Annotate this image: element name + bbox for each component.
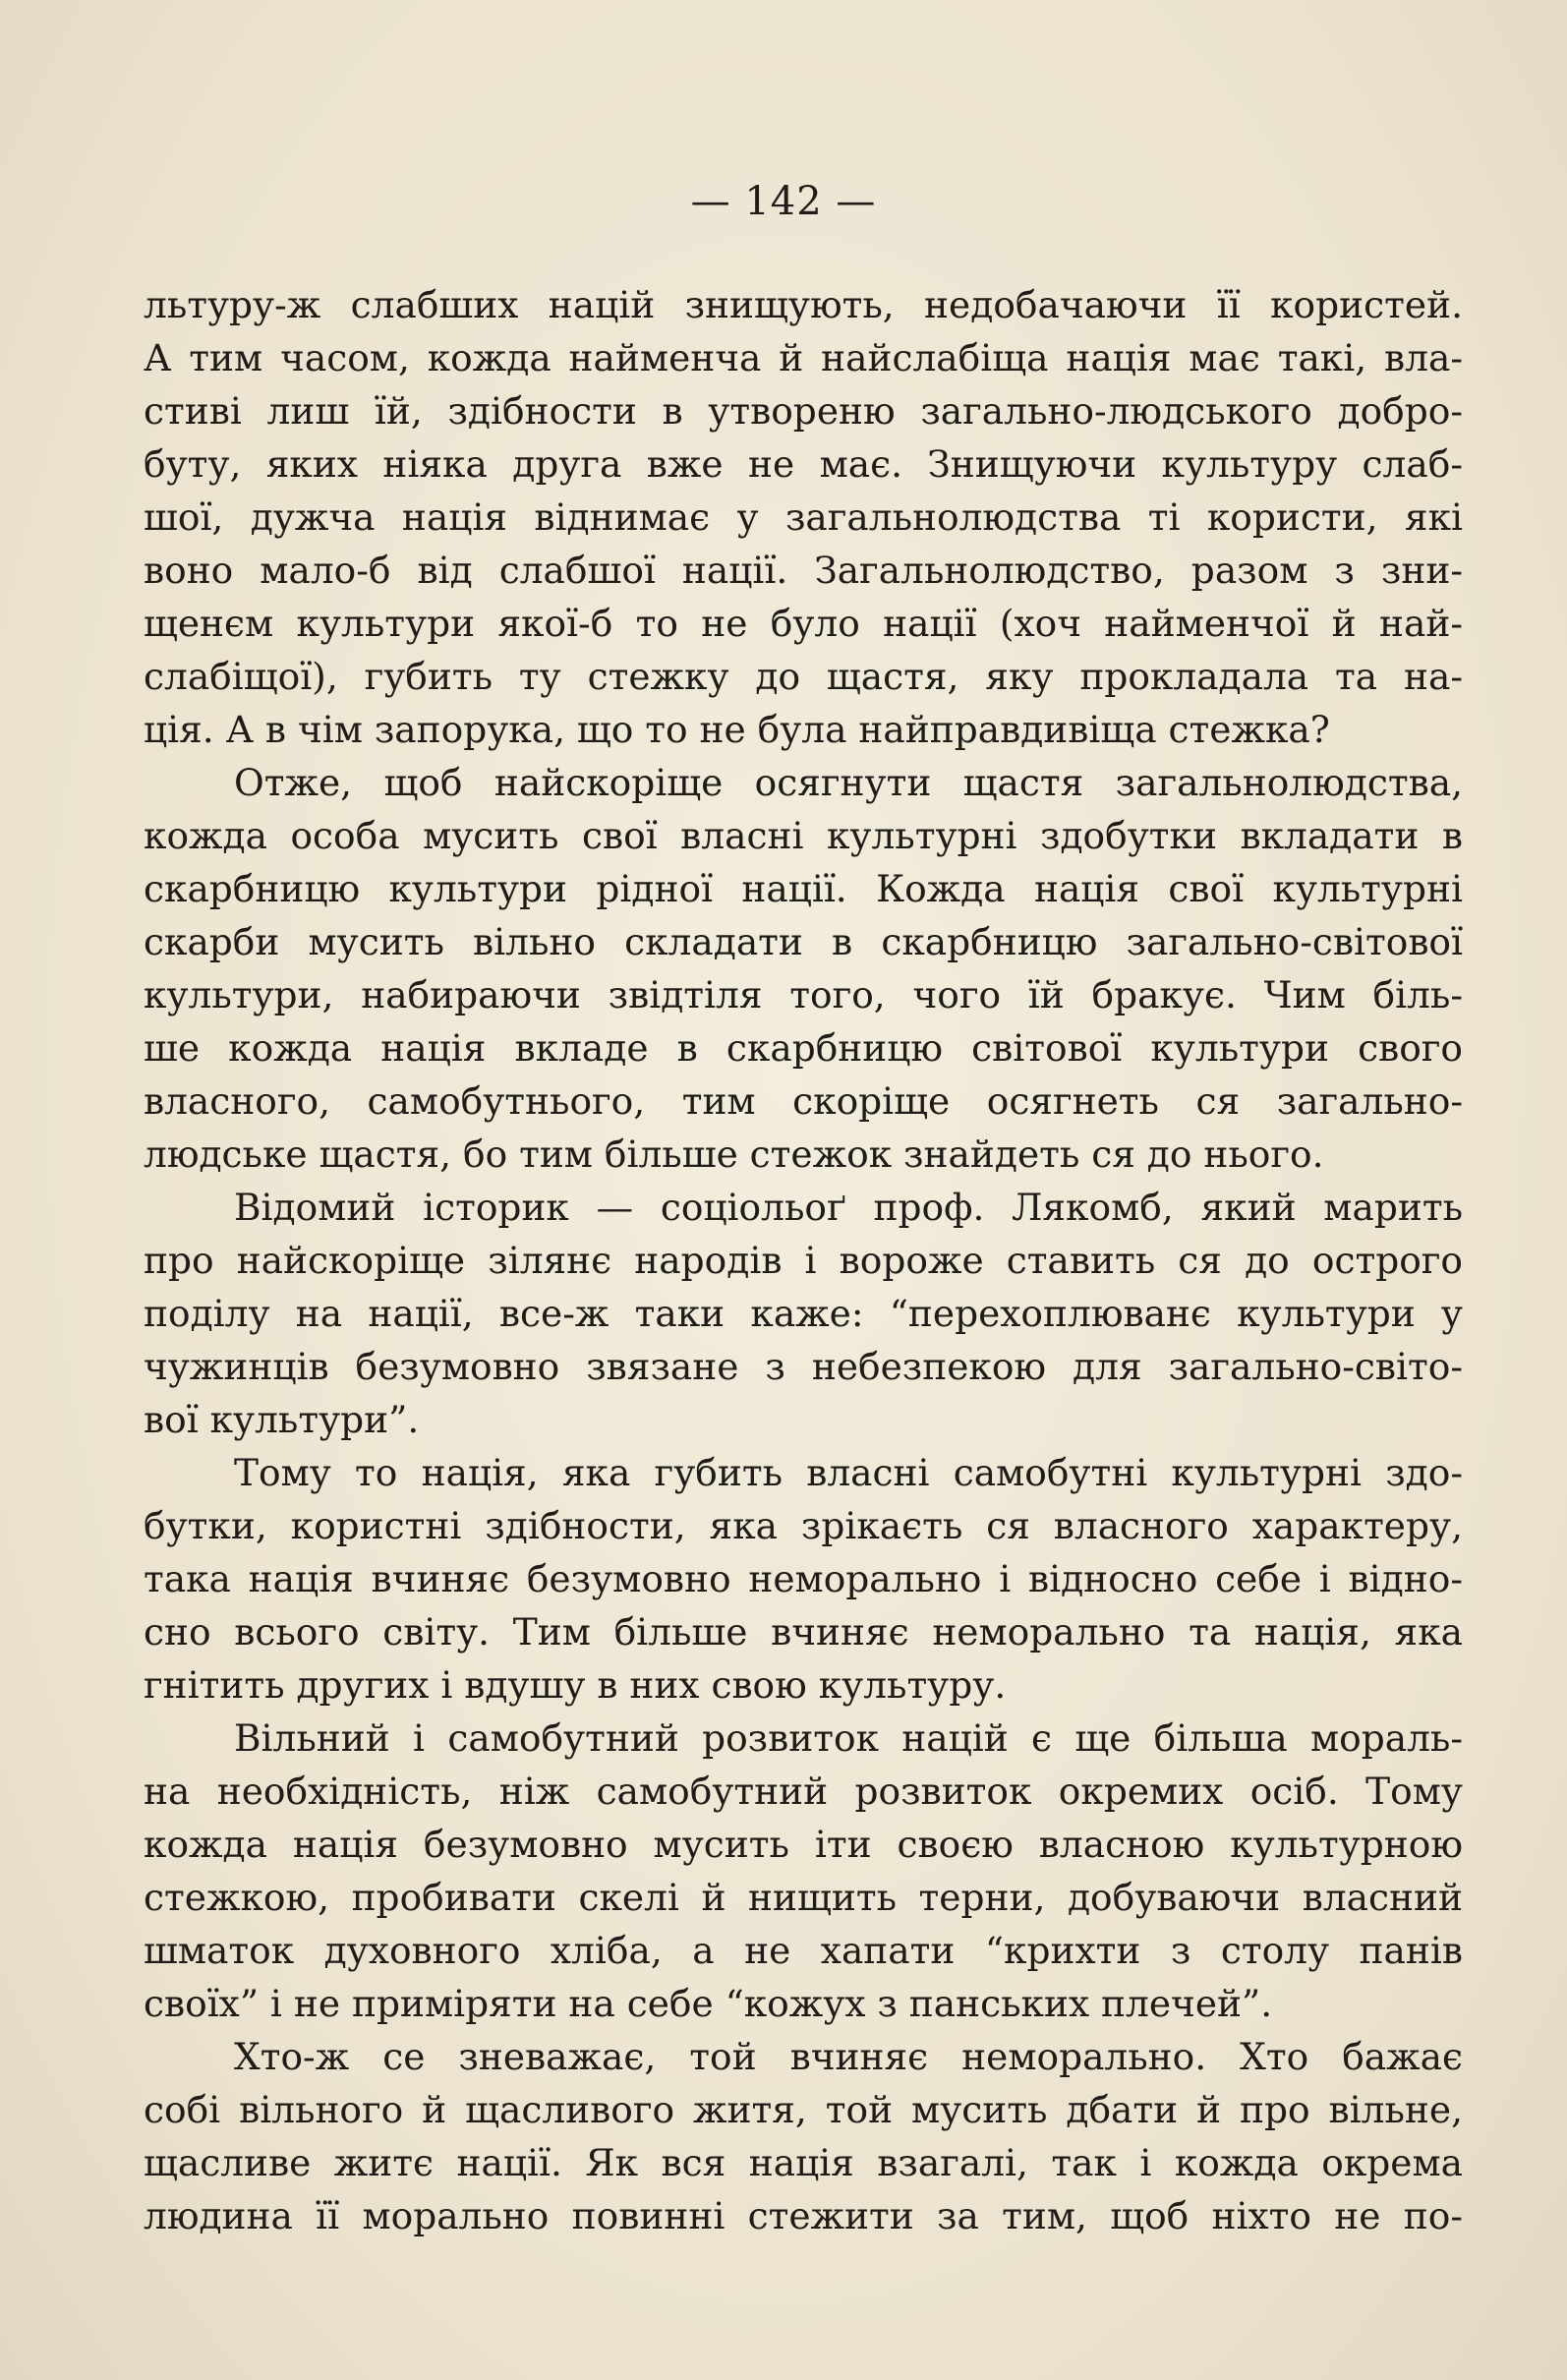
text-line: гнітить других і вдушу в них свою культуру.	[144, 1663, 1007, 1707]
text-line: шматок духовного хліба, а не хапати “крихти з столу панів	[144, 1929, 1463, 1972]
text-line: ція. А в чім запорука, що то не була найправдивіща стежка?	[144, 708, 1330, 751]
body-text	[144, 278, 1463, 2242]
paragraph-first-line: Тому то нація, яка губить власні самобутні культурні здо-	[234, 1451, 1463, 1494]
text-line: щасливе житє нації. Як вся нація взагалі, так і кожда окрема	[144, 2141, 1463, 2184]
paragraph-first-line: Відомий історик — соціольоґ проф. Лякомб, який марить	[234, 1186, 1463, 1229]
text-line: воно мало-б від слабшої нації. Загальнолюдство, разом з зни-	[144, 549, 1463, 592]
text-line: шої, дужча нація віднимає у загальнолюдства ті користи, які	[144, 495, 1463, 539]
text-line: своїх” і не приміряти на себе “кожух з панських плечей”.	[144, 1982, 1273, 2025]
paragraph-first-line: Вільний і самобутний розвиток націй є ще більша мораль-	[234, 1716, 1463, 1760]
text-line: щенєм культури якої-б то не було нації (хоч найменчої й най-	[144, 602, 1463, 645]
text-line: слабіщої), губить ту стежку до щастя, яку прокладала та на-	[144, 655, 1463, 698]
text-line: льтуру-ж слабших націй знищують, недобачаючи її користей.	[144, 283, 1463, 326]
text-line: собі вільного й щасливого житя, той мусить дбати й про вільне,	[144, 2088, 1463, 2131]
text-line: власного, самобутнього, тим скоріще осягнеть ся загально-	[144, 1079, 1463, 1123]
text-line: поділу на нації, все-ж таки каже: “перехоплюванє культури у	[144, 1292, 1463, 1335]
text-line: А тим часом, кожда найменча й найслабіща нація має такі, вла-	[144, 336, 1463, 379]
text-line: на необхідність, ніж самобутний розвиток окремих осіб. Тому	[144, 1770, 1463, 1813]
text-line: стежкою, пробивати скелі й нищить терни, добуваючи власний	[144, 1876, 1463, 1919]
page-number: — 142 —	[690, 179, 877, 224]
text-line: кожда нація безумовно мусить іти своєю власною культурною	[144, 1823, 1463, 1866]
paragraph-first-line: Отже, щоб найскоріще осягнути щастя загальнолюдства,	[234, 761, 1463, 804]
text-line: людина її морально повинні стежити за тим, щоб ніхто не по-	[144, 2194, 1463, 2237]
text-line: людське щастя, бо тим більше стежок знайдеть ся до нього.	[144, 1132, 1324, 1176]
text-line: про найскоріще зілянє народів і вороже ставить ся до острого	[144, 1239, 1463, 1282]
text-line: ше кожда нація вкладе в скарбницю світової культури свого	[144, 1026, 1463, 1070]
text-line: буту, яких ніяка друга вже не має. Знищуючи культуру слаб-	[144, 442, 1463, 486]
text-line: сно всього світу. Тим більше вчиняє неморально та нація, яка	[144, 1610, 1463, 1654]
text-line: скарбницю культури рідної нації. Кожда нація свої культурні	[144, 867, 1463, 910]
text-line: така нація вчиняє безумовно неморально і відносно себе і відно-	[144, 1557, 1463, 1600]
text-line: вої культури”.	[144, 1398, 420, 1441]
text-line: стиві лиш їй, здібности в утвореню загально-людського добро-	[144, 389, 1463, 433]
text-line: чужинців безумовно звязане з небезпекою для загально-світо-	[144, 1345, 1463, 1388]
text-line: кожда особа мусить свої власні культурні здобутки вкладати в	[144, 814, 1463, 857]
text-line: бутки, користні здібности, яка зрікаєть ся власного характеру,	[144, 1504, 1463, 1547]
text-line: культури, набираючи звідтіля того, чого їй бракує. Чим біль-	[144, 973, 1463, 1016]
text-line: скарби мусить вільно складати в скарбницю загально-світової	[144, 920, 1463, 963]
paragraph-first-line: Хто-ж се зневажає, той вчиняє неморально. Хто бажає	[234, 2035, 1463, 2078]
